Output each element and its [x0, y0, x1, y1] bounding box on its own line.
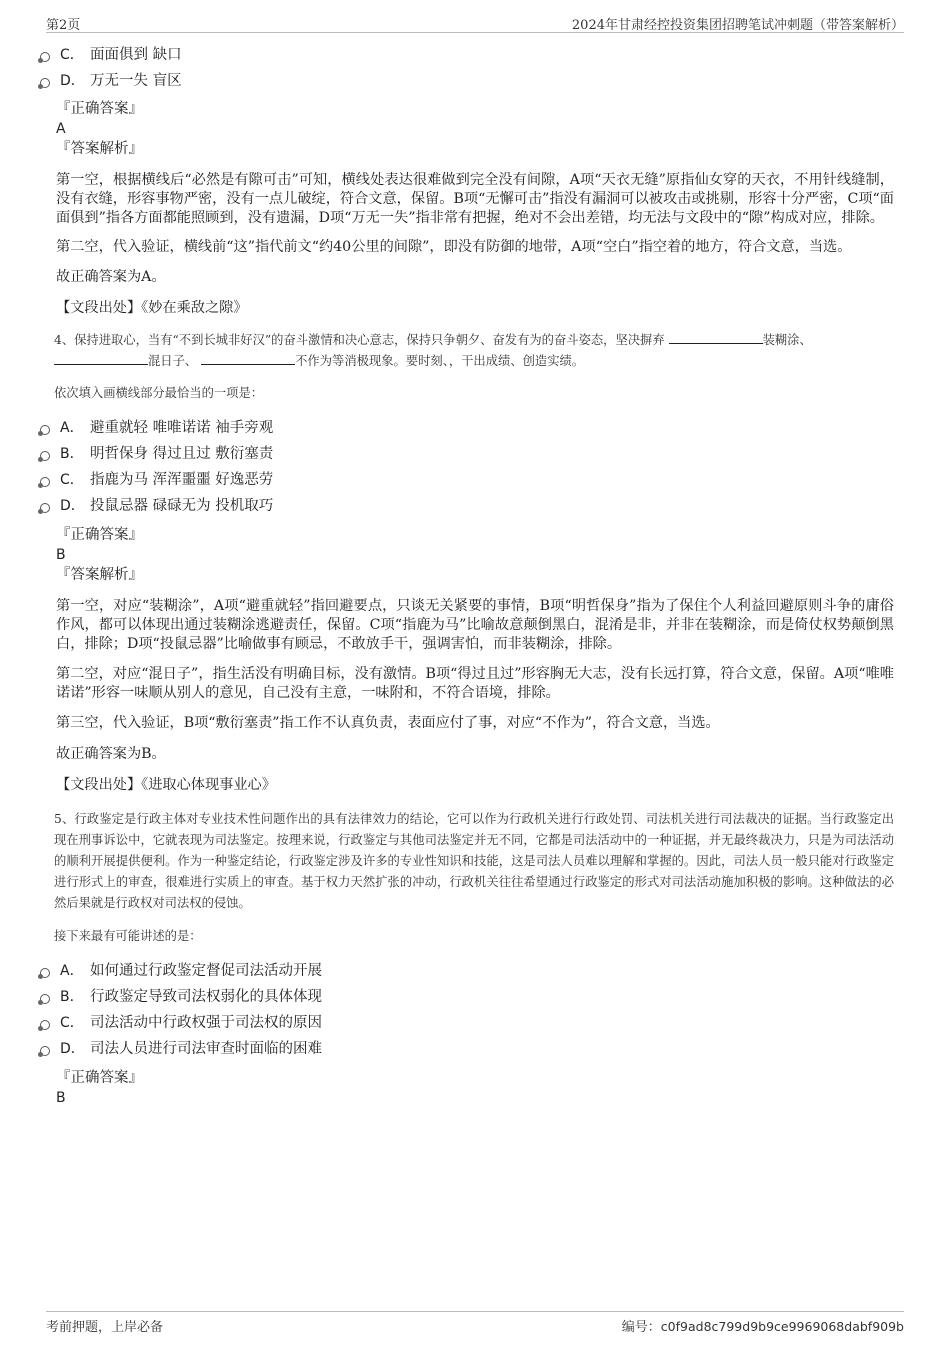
- option-b[interactable]: [0, 984, 894, 1010]
- fill-blank: [669, 330, 763, 344]
- q4-options: [0, 415, 894, 519]
- document-body: [56, 42, 894, 1108]
- analysis-paragraph: 第二空，对应“混日子”，指生活没有明确目标，没有激情。B项“得过且过”形容胸无大志，没有长远打算，符合文意，保留。A项“唯唯诺诺”形容一味顺从别人的意见，自己没有主意，一味附和，不符合语境，排除。: [56, 666, 894, 701]
- analysis-paragraph: 故正确答案为A。: [56, 269, 166, 285]
- analysis-paragraph: 第一空，根据横线后“必然是有隙可击”可知，横线处表达很难做到完全没有间隙，A项“天衣无缝”原指仙女穿的天衣，不用针线缝制，没有衣缝，形容事物严密，没有一点儿破绽，符合文意，保留。B项“无懈可击”指没有漏洞可以被攻击或挑剔，形容十分严密，C项“面面俱到”指各方面都能照顾到，没有遗漏，D项“万无一失”指非常有把握，绝对不会出差错，均无法与文段中的“隙”构成对应，排除。: [56, 172, 894, 226]
- analysis-label: 『答案解析』: [56, 141, 143, 157]
- radio-button[interactable]: [40, 1020, 50, 1030]
- option-letter: D．: [60, 498, 85, 514]
- page-number: 第2页: [46, 18, 81, 33]
- option-text: 司法人员进行司法审查时面临的困难: [90, 1041, 322, 1057]
- footer-slogan: 考前押题，上岸必备: [46, 1320, 164, 1335]
- radio-button[interactable]: [40, 425, 50, 435]
- document-code: 编号：c0f9ad8c799d9b9ce9969068dabf909b: [621, 1319, 904, 1335]
- radio-button[interactable]: [40, 1046, 50, 1056]
- answer-label: 『正确答案』: [56, 527, 143, 543]
- option-letter: B．: [60, 989, 84, 1005]
- option-text: 明哲保身 得过且过 敷衍塞责: [90, 446, 274, 462]
- answer-label: 『正确答案』: [56, 1070, 143, 1086]
- q3-options: [0, 42, 894, 94]
- answer-label: 『正确答案』: [56, 101, 143, 117]
- option-text: 如何通过行政鉴定督促司法活动开展: [90, 963, 322, 979]
- option-c[interactable]: [0, 42, 894, 68]
- radio-button[interactable]: [40, 503, 50, 513]
- option-letter: C．: [60, 1015, 84, 1031]
- radio-button[interactable]: [40, 968, 50, 978]
- question-prompt: 依次填入画横线部分最恰当的一项是：: [54, 386, 264, 400]
- source-citation: 【文段出处】《妙在乘敌之隙》: [56, 300, 248, 316]
- question-stem: 4、保持进取心，当有“不到长城非好汉”的奋斗激情和决心意志，保持只争朝夕、奋发有为的奋斗姿态，坚决摒弃 装糊涂、 混日子、 不作为等消极现象。要时刻、，干出成绩、创造实绩。: [54, 330, 894, 372]
- option-a[interactable]: [0, 415, 894, 441]
- analysis-paragraph: 第一空，对应“装糊涂”，A项“避重就轻”指回避要点，只谈无关紧要的事情，B项“明哲保身”指为了保住个人利益回避原则斗争的庸俗作风，都可以体现出通过装糊涂逃避责任，保留。C项“指鹿为马”比喻故意颠倒黑白，混淆是非，并非在装糊涂，而是倚仗权势颠倒黑白，排除；D项“投鼠忌器”比喻做事有顾忌，不敢放手干，强调害怕，而非装糊涂，排除。: [56, 598, 894, 652]
- answer-value: A: [56, 121, 66, 137]
- fill-blank: [201, 351, 295, 365]
- option-c[interactable]: [0, 467, 894, 493]
- option-text: 投鼠忌器 碌碌无为 投机取巧: [90, 498, 274, 514]
- option-d[interactable]: [0, 493, 894, 519]
- answer-value: B: [56, 547, 66, 563]
- option-text: 司法活动中行政权强于司法权的原因: [90, 1015, 322, 1031]
- analysis-paragraph: 第二空，代入验证，横线前“这”指代前文“约40公里的间隙”，即没有防御的地带，A项“空白”指空着的地方，符合文意，当选。: [56, 239, 852, 255]
- radio-button[interactable]: [40, 52, 50, 62]
- q5-options: [0, 958, 894, 1062]
- radio-button[interactable]: [40, 994, 50, 1004]
- radio-button[interactable]: [40, 78, 50, 88]
- page-header: [46, 14, 904, 33]
- option-c[interactable]: [0, 1010, 894, 1036]
- option-b[interactable]: [0, 441, 894, 467]
- option-letter: B．: [60, 446, 84, 462]
- option-d[interactable]: [0, 68, 894, 94]
- document-title: 2024年甘肃经控投资集团招聘笔试冲刺题（带答案解析）: [571, 18, 904, 33]
- option-letter: C．: [60, 47, 84, 63]
- source-citation: 【文段出处】《进取心体现事业心》: [56, 777, 276, 793]
- option-text: 行政鉴定导致司法权弱化的具体体现: [90, 989, 322, 1005]
- analysis-paragraph: 第三空，代入验证，B项“敷衍塞责”指工作不认真负责，表面应付了事，对应“不作为”，符合文意，当选。: [56, 715, 720, 731]
- option-text: 面面俱到 缺口: [90, 47, 182, 63]
- option-text: 万无一失 盲区: [90, 73, 182, 89]
- answer-value: B: [56, 1090, 66, 1106]
- option-letter: A．: [60, 420, 84, 436]
- option-text: 避重就轻 唯唯诺诺 袖手旁观: [90, 420, 274, 436]
- question-prompt: 接下来最有可能讲述的是：: [54, 929, 202, 943]
- option-d[interactable]: [0, 1036, 894, 1062]
- option-letter: C．: [60, 472, 84, 488]
- radio-button[interactable]: [40, 451, 50, 461]
- analysis-label: 『答案解析』: [56, 567, 143, 583]
- option-text: 指鹿为马 浑浑噩噩 好逸恶劳: [90, 472, 274, 488]
- option-letter: D．: [60, 73, 85, 89]
- option-letter: A．: [60, 963, 84, 979]
- option-letter: D．: [60, 1041, 85, 1057]
- option-a[interactable]: [0, 958, 894, 984]
- analysis-paragraph: 故正确答案为B。: [56, 746, 166, 762]
- radio-button[interactable]: [40, 477, 50, 487]
- question-stem: 5、行政鉴定是行政主体对专业技术性问题作出的具有法律效力的结论，它可以作为行政机关进行行政处罚、司法机关进行司法裁决的证据。当行政鉴定出现在刑事诉讼中，它就表现为司法鉴定。按理来说，行政鉴定与其他司法鉴定并无不同，它都是司法活动中的一种证据，并无最终裁决力，只是为司法活动的顺利开展提供便利。作为一种鉴定结论，行政鉴定涉及许多的专业性知识和技能，这是司法人员难以理解和掌握的。因此，司法人员一般只能对行政鉴定进行形式上的审查，很难进行实质上的审查。基于权力天然扩张的冲动，行政机关往往希望通过行政鉴定的形式对司法活动施加积极的影响。这种做法的必然后果就是行政权对司法权的侵蚀。: [54, 812, 894, 910]
- page-footer: [46, 1311, 904, 1335]
- fill-blank: [54, 351, 148, 365]
